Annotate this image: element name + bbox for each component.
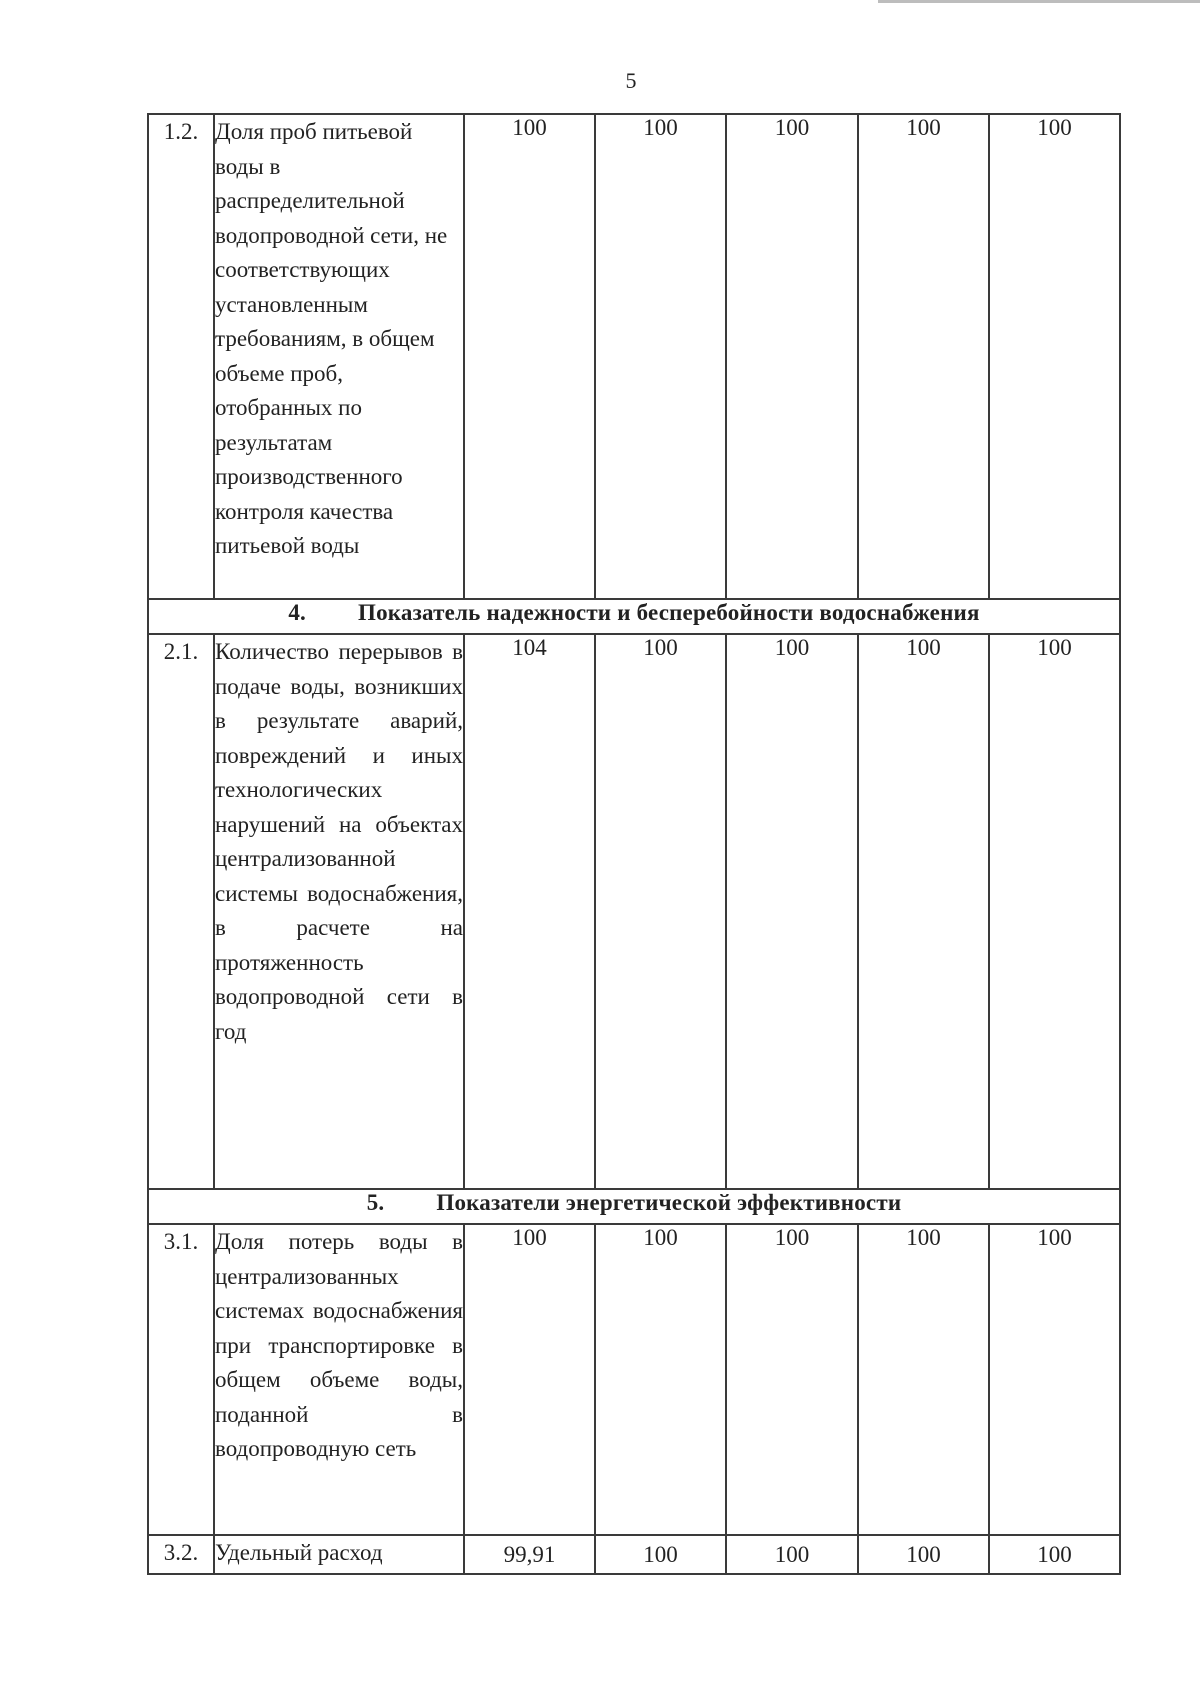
- value-cell: 100: [464, 114, 595, 599]
- indicators-table: [147, 113, 1121, 1575]
- value-cell: 100: [726, 1535, 858, 1574]
- value-cell: 100: [989, 1535, 1120, 1574]
- indicator-name: Доля потерь воды в централизованных системах водоснабжения при транспортировке в общем объеме воды, поданной в водопроводную сеть: [214, 1224, 464, 1535]
- value-cell: 100: [858, 114, 989, 599]
- value-cell: 100: [726, 1224, 858, 1535]
- value-cell: 100: [858, 1535, 989, 1574]
- table-row: [148, 114, 1120, 599]
- value-cell: 100: [595, 634, 726, 1189]
- value-cell: 100: [595, 1535, 726, 1574]
- indicator-name: Удельный расход: [214, 1535, 464, 1574]
- row-number: 3.2.: [148, 1535, 214, 1574]
- value-cell: 104: [464, 634, 595, 1189]
- value-cell: 100: [464, 1224, 595, 1535]
- value-cell: 100: [595, 114, 726, 599]
- section-header-row: [148, 599, 1120, 634]
- indicator-name: Количество перерывов в подаче воды, возникших в результате аварий, повреждений и иных технологических нарушений на объектах централизованной системы водоснабжения, в расчете на протяженность водопроводной сети в год: [214, 634, 464, 1189]
- value-cell: 100: [989, 1224, 1120, 1535]
- table-row: [148, 1224, 1120, 1535]
- value-cell: 100: [989, 634, 1120, 1189]
- value-cell: 100: [595, 1224, 726, 1535]
- value-cell: 100: [858, 1224, 989, 1535]
- value-cell: 99,91: [464, 1535, 595, 1574]
- page-number: 5: [625, 68, 637, 93]
- indicator-name: Доля проб питьевой воды в распределительной водопроводной сети, не соответствующих установленным требованиям, в общем объеме проб, отобранных по результатам производственного контроля качества питьевой воды: [214, 114, 464, 599]
- value-cell: 100: [989, 114, 1120, 599]
- section-title: Показатели энергетической эффективности: [436, 1190, 902, 1215]
- section-header-row: [148, 1189, 1120, 1224]
- section-header: [148, 1189, 1120, 1224]
- row-number: 2.1.: [148, 634, 214, 1189]
- section-header: [148, 599, 1120, 634]
- value-cell: 100: [726, 634, 858, 1189]
- scan-edge-line: [878, 0, 1200, 3]
- table-row: [148, 634, 1120, 1189]
- section-number: 4.: [288, 600, 307, 625]
- section-title: Показатель надежности и бесперебойности водоснабжения: [358, 600, 980, 625]
- row-number: 1.2.: [148, 114, 214, 599]
- value-cell: 100: [726, 114, 858, 599]
- table-row: [148, 1535, 1120, 1574]
- value-cell: 100: [858, 634, 989, 1189]
- row-number: 3.1.: [148, 1224, 214, 1535]
- section-number: 5.: [366, 1190, 385, 1215]
